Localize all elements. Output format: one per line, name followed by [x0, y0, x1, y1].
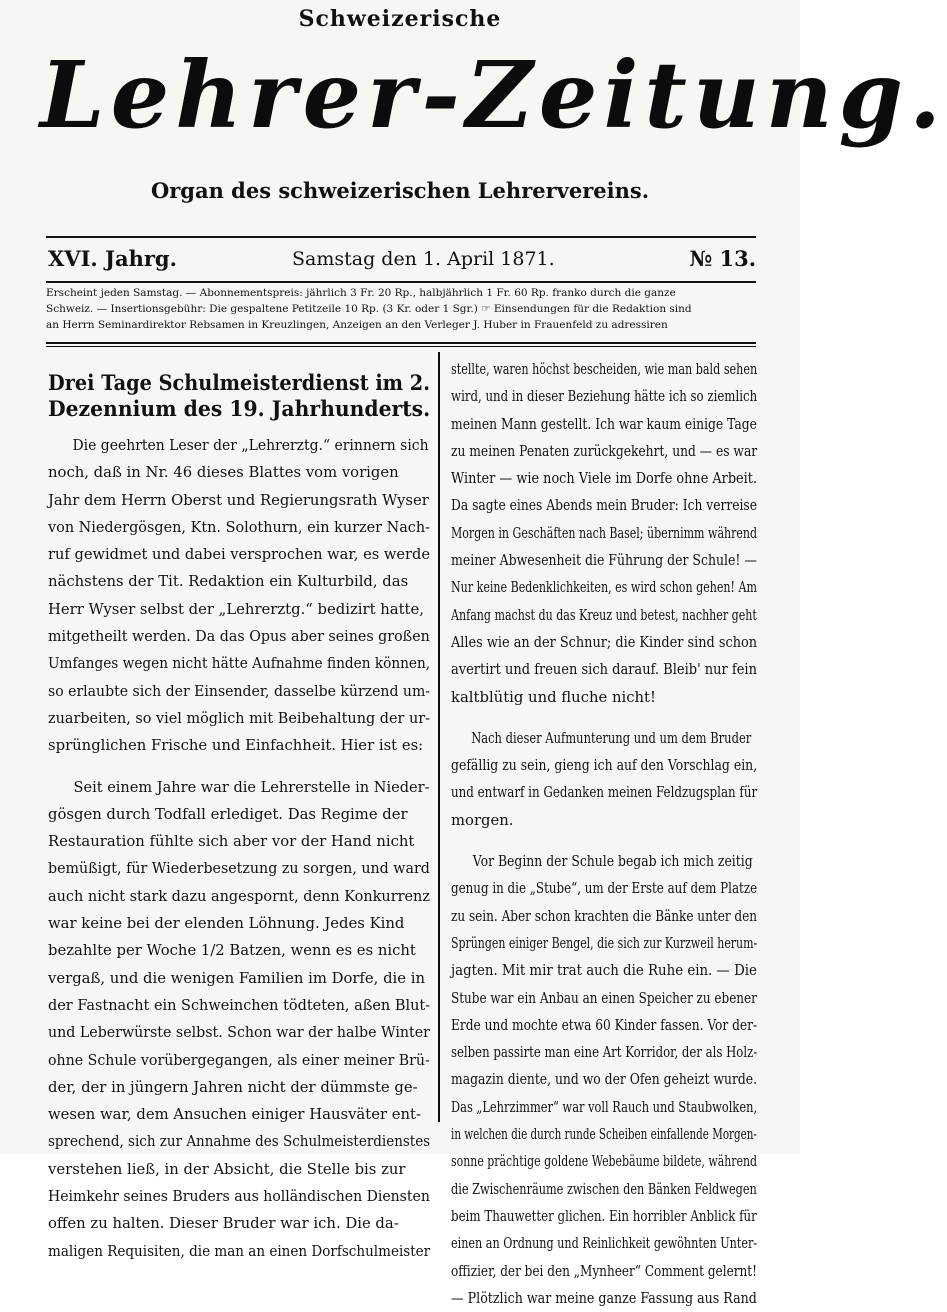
article-line: ruf gewidmet und dabei versprochen war, es werde [48, 546, 431, 564]
notice-line: Schweiz. — Insertionsgebühr: Die gespaltene Petitzeile 10 Rp. (3 Kr. oder 1 Sgr.) ☞ Einsendungen für die Redaktion sind [46, 303, 692, 315]
article-line: Vor Beginn der Schule begab ich mich zeitig [472, 853, 753, 871]
article-line: verstehen ließ, in der Absicht, die Stelle bis zur [48, 1160, 406, 1178]
article-line: selben passirte man eine Art Korridor, der als Holz- [451, 1044, 758, 1062]
notice-line: an Herrn Seminardirektor Rebsamen in Kreuzlingen, Anzeigen an den Verleger J. Huber in Frauenfeld zu adressiren [46, 319, 668, 331]
article-line: gefällig zu sein, gieng ich auf den Vorschlag ein, [451, 757, 758, 775]
headline-line: Drei Tage Schulmeisterdienst im 2. [48, 370, 430, 395]
article-line: der, der in jüngern Jahren nicht der dümmste ge- [48, 1078, 418, 1096]
article-line: einen an Ordnung und Reinlichkeit gewöhnten Unter- [451, 1235, 758, 1253]
article-line: und Leberwürste selbst. Schon war der halbe Winter [48, 1024, 430, 1042]
article-line: von Niedergösgen, Ktn. Solothurn, ein kurzer Nach- [48, 518, 431, 536]
right-column-body [451, 356, 757, 1312]
article-line: vergaß, und die wenigen Familien im Dorfe, die in [48, 969, 426, 987]
article-line: bezahlte per Woche 1/2 Batzen, wenn es es nicht [48, 942, 416, 960]
article-paragraph [48, 774, 430, 1265]
article-paragraph [48, 432, 430, 760]
notice-bottom-rule-thin [46, 346, 756, 347]
article-line: zu meinen Penaten zurückgekehrt, und — es war [451, 442, 758, 460]
article-line: Die geehrten Leser der „Lehrerztg.“ erinnern sich [72, 437, 429, 454]
article-line: war keine bei der elenden Löhnung. Jedes Kind [48, 915, 405, 933]
article-line: und entwarf in Gedanken meinen Feldzugsplan für [451, 784, 758, 802]
article-line: offen zu halten. Dieser Bruder war ich. Die da- [48, 1215, 399, 1233]
article-line: kaltblütig und fluche nicht! [451, 688, 656, 706]
article-line: avertirt und freuen sich darauf. Bleib' nur fein [451, 661, 757, 679]
article-line: Winter — wie noch Viele im Dorfe ohne Arbeit. [451, 470, 758, 488]
article-line: Erde und mochte etwa 60 Kinder fassen. Vor der- [451, 1016, 758, 1034]
article-line: wesen war, dem Ansuchen einiger Hausväter ent- [48, 1106, 421, 1124]
article-line: Das „Lehrzimmer“ war voll Rauch und Staubwolken, [451, 1098, 758, 1116]
article-paragraph [451, 725, 757, 834]
article-line: maligen Requisiten, die man an einen Dorfschulmeister [48, 1242, 431, 1260]
article-line: Seit einem Jahre war die Lehrerstelle in Nieder- [73, 778, 430, 796]
article-line: jagten. Mit mir trat auch die Ruhe ein. — Die [451, 962, 757, 980]
article-line: morgen. [451, 811, 514, 829]
paragraph-gap [451, 711, 757, 725]
article-line: magazin diente, und wo der Ofen geheizt wurde. [451, 1071, 758, 1089]
article-line: Umfanges wegen nicht hätte Aufnahme finden können, [48, 655, 431, 673]
article-line: Sprüngen einiger Bengel, die sich zur Kurzweil herum- [451, 934, 758, 952]
article-line: mitgetheilt werden. Da das Opus aber seines großen [48, 628, 430, 646]
article-paragraph [451, 848, 757, 1312]
article-line: sonne prächtige goldene Webebäume bildete, während [451, 1153, 758, 1171]
article-line: der Fastnacht ein Schweinchen tödteten, aßen Blut- [48, 996, 431, 1014]
notice-bottom-rule [46, 342, 756, 344]
article-left-column [48, 356, 430, 1265]
article-line: genug in die „Stube“, um der Erste auf dem Platze [451, 880, 758, 898]
article-line: in welchen die durch runde Scheiben einfallende Morgen- [451, 1126, 757, 1144]
article-line: zuarbeiten, so viel möglich mit Beibehaltung der ur- [48, 709, 430, 727]
article-line: — Plötzlich war meine ganze Fassung aus Rand [451, 1289, 757, 1307]
article-line: Anfang machst du das Kreuz und betest, nachher geht [451, 606, 757, 624]
masthead-subtitle: Organ des schweizerischen Lehrervereins. [150, 178, 650, 203]
article-line: auch nicht stark dazu angespornt, denn Konkurrenz [48, 887, 430, 905]
article-line: Morgen in Geschäften nach Basel; übernimm während [451, 524, 758, 542]
article-line: Jahr dem Herrn Oberst und Regierungsrath Wyser [48, 491, 429, 509]
article-line: sprechend, sich zur Annahme des Schulmeisterdienstes [48, 1133, 431, 1151]
article-headline [48, 370, 430, 422]
article-line: so erlaubte sich der Einsender, dasselbe kürzend um- [48, 682, 431, 700]
article-line: zu sein. Aber schon krachten die Bänke unter den [451, 907, 758, 925]
info-rule [46, 281, 756, 283]
paragraph-gap [48, 760, 430, 774]
article-line: offizier, der bei den „Mynheer“ Comment gelernt! [451, 1262, 757, 1280]
article-line: die Zwischenräume zwischen den Bänken Feldwegen [451, 1180, 757, 1198]
article-line: gösgen durch Todfall erlediget. Das Regime der [48, 805, 408, 823]
article-line: sprünglichen Frische und Einfachheit. Hier ist es: [48, 737, 424, 755]
article-line: Stube war ein Anbau an einen Speicher zu ebener [451, 989, 757, 1007]
article-line: Da sagte eines Abends mein Bruder: Ich verreise [451, 497, 757, 515]
notice-line: Erscheint jeden Samstag. — Abonnementspreis: jährlich 3 Fr. 20 Rp., halbjährlich 1 Fr. 60 Rp. franko durch die ganze [46, 287, 676, 299]
article-line: ohne Schule vorübergegangen, als einer meiner Brü- [48, 1051, 430, 1069]
article-line: Restauration fühlte sich aber vor der Hand nicht [48, 833, 415, 851]
article-line: wird, und in dieser Beziehung hätte ich so ziemlich [451, 388, 758, 406]
article-line: Herr Wyser selbst der „Lehrerztg.“ bedizirt hatte, [48, 600, 424, 618]
article-line: nächstens der Tit. Redaktion ein Kulturbild, das [48, 573, 409, 591]
issue-year: XVI. Jahrg. [48, 246, 177, 271]
issue-number: № 13. [689, 246, 756, 271]
article-paragraph [451, 356, 757, 711]
issue-date: Samstag den 1. April 1871. [292, 248, 555, 270]
masthead-kicker: Schweizerische [298, 6, 502, 32]
article-line: meinen Mann gestellt. Ich war kaum einige Tage [451, 415, 757, 433]
article-line: beim Thauwetter glichen. Ein horribler Anblick für [451, 1207, 757, 1225]
headline-line: Dezennium des 19. Jahrhunderts. [48, 396, 431, 421]
masthead-title: Lehrer-Zeitung. [40, 41, 947, 149]
article-line: bemüßigt, für Wiederbesetzung zu sorgen, und ward [48, 860, 430, 878]
left-column-body [48, 432, 430, 1265]
article-right-column [451, 356, 757, 1312]
subscription-notice [46, 285, 758, 333]
article-line: meiner Abwesenheit die Führung der Schule! — [451, 552, 757, 570]
article-line: Heimkehr seines Bruders aus holländischen Diensten [48, 1188, 430, 1206]
column-divider [438, 352, 440, 1122]
masthead-top-rule [46, 236, 756, 238]
paragraph-gap [451, 834, 757, 848]
article-line: noch, daß in Nr. 46 dieses Blattes vom vorigen [48, 464, 399, 482]
article-line: stellte, waren höchst bescheiden, wie man bald sehen [451, 361, 758, 378]
article-line: Nur keine Bedenklichkeiten, es wird schon gehen! Am [451, 579, 758, 597]
article-line: Alles wie an der Schnur; die Kinder sind schon [451, 633, 758, 651]
article-line: Nach dieser Aufmunterung und um dem Bruder [471, 729, 752, 747]
issue-info-row [48, 242, 756, 276]
